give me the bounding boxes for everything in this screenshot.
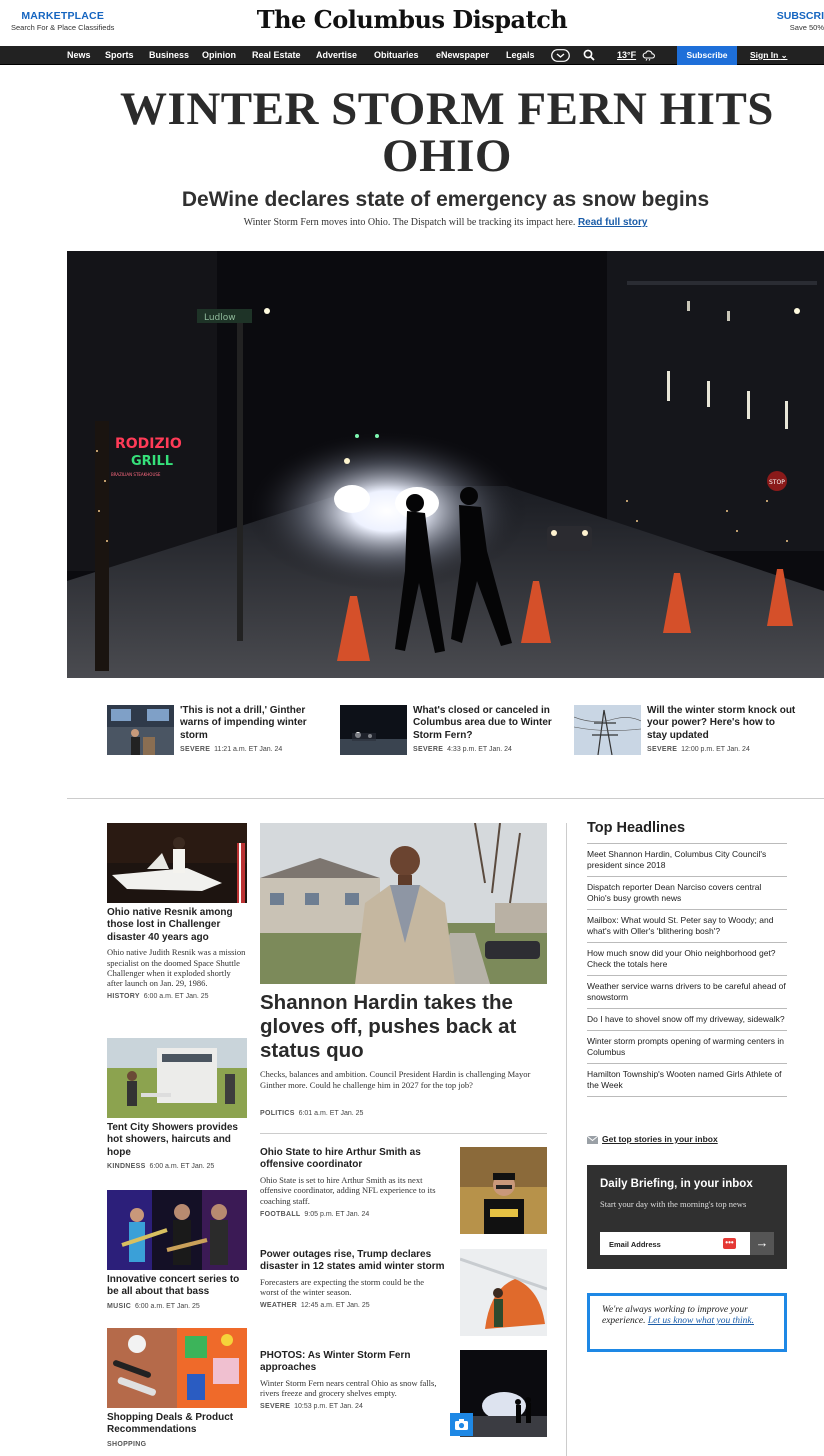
lead-story-time: 6:01 a.m. ET Jan. 25 — [298, 1110, 364, 1117]
left-story-1[interactable] — [107, 823, 247, 1000]
left-story-image-4 — [107, 1328, 247, 1408]
feedback-box — [587, 1293, 787, 1352]
nav-item-business[interactable]: Business — [149, 50, 190, 60]
nav-item-sports[interactable]: Sports — [105, 50, 134, 60]
left-story-meta-4 — [107, 1441, 247, 1448]
lead-story-tag: POLITICS — [260, 1110, 295, 1117]
top-headline-item[interactable]: Weather service warns drivers to be careful ahead of snowstorm — [587, 975, 787, 1008]
subscribe-promo-link[interactable] — [777, 10, 824, 32]
related-title-2[interactable]: What's closed or canceled in Columbus area due to Winter Storm Fern? — [413, 705, 552, 741]
center-story-summary-2: Forecasters are expecting the storm could be the worst of the winter season. — [260, 1276, 425, 1298]
lead-story-meta — [260, 1110, 363, 1117]
hero-headline[interactable]: WINTER STORM FERN HITS OHIO — [120, 83, 774, 182]
photo-sign-steakhouse: BRAZILIAN STEAKHOUSE — [111, 472, 161, 477]
center-story-title-2[interactable]: Power outages rise, Trump declares disaster in 12 states amid winter storm — [260, 1249, 445, 1273]
left-story-image-2 — [107, 1038, 247, 1118]
lead-story-summary: Checks, balances and ambition. Council President Hardin is challenging Mayor Ginther more. Could he challenge him in 2027 for the top job? — [260, 1069, 531, 1090]
section-divider — [67, 798, 824, 799]
newsletter-submit-button[interactable]: → — [750, 1232, 774, 1255]
left-story-tag-2: KINDNESS — [107, 1163, 146, 1171]
related-meta-3 — [647, 746, 797, 753]
subscribe-button[interactable]: Subscribe — [677, 46, 737, 65]
center-story-tag-1: FOOTBALL — [260, 1210, 301, 1218]
top-headline-item[interactable]: Meet Shannon Hardin, Columbus City Council's president since 2018 — [587, 843, 787, 876]
center-story-time-3: 10:53 p.m. ET Jan. 24 — [294, 1403, 363, 1410]
nav-item-obituaries[interactable]: Obituaries — [374, 50, 419, 60]
center-story-time-1: 9:05 p.m. ET Jan. 24 — [304, 1210, 370, 1218]
related-tag-3: SEVERE — [647, 746, 678, 754]
related-title-1[interactable]: 'This is not a drill,' Ginther warns of impending winter storm — [180, 705, 307, 741]
hero-photo[interactable] — [67, 251, 824, 678]
center-story-meta-1 — [260, 1211, 445, 1218]
center-story-summary-1: Ohio State is set to hire Arthur Smith as its next offensive coordinator, adding NFL experience to its coaching staff. — [260, 1174, 436, 1206]
center-divider — [260, 1133, 547, 1134]
left-story-time-2: 6:00 a.m. ET Jan. 25 — [149, 1163, 215, 1171]
top-headline-item[interactable]: Do I have to shovel snow off my driveway, sidewalk? — [587, 1008, 787, 1030]
inbox-link-label: Get top stories in your inbox — [602, 1134, 718, 1144]
left-story-title-4[interactable]: Shopping Deals & Product Recommendations — [107, 1412, 234, 1436]
related-thumb-3 — [574, 705, 641, 755]
left-story-4[interactable] — [107, 1328, 247, 1448]
center-story-time-2: 12:45 a.m. ET Jan. 25 — [300, 1302, 370, 1309]
center-story-tag-3: SEVERE — [260, 1403, 291, 1410]
cloud-icon — [642, 49, 656, 61]
photo-sign-rodizio: RODIZIO — [115, 436, 182, 452]
nav-item-legals[interactable]: Legals — [506, 50, 535, 60]
top-headline-item[interactable]: How much snow did your Ohio neighborhood get? Check the totals here — [587, 942, 787, 975]
left-story-title-2[interactable]: Tent City Showers provides hot showers, haircuts and hope — [107, 1122, 238, 1158]
weather-temp[interactable]: 13°F — [617, 50, 637, 60]
related-meta-1 — [180, 746, 330, 753]
related-thumb-1 — [107, 705, 174, 755]
top-headline-item[interactable]: Mailbox: What would St. Peter say to Woody; and what's with Oller's 'blithering bosh'? — [587, 909, 787, 942]
photo-sign-grill: GRILL — [131, 454, 174, 469]
newsletter-title: Daily Briefing, in your inbox — [600, 1178, 753, 1190]
center-story-title-1[interactable]: Ohio State to hire Arthur Smith as offensive coordinator — [260, 1147, 421, 1171]
left-story-title-3[interactable]: Innovative concert series to be all about that bass — [107, 1274, 240, 1298]
top-bar — [0, 0, 824, 46]
nav-item-news[interactable]: News — [67, 50, 91, 60]
center-story-image-3 — [460, 1350, 547, 1437]
subscribe-promo-title: SUBSCRI — [776, 10, 824, 22]
left-story-tag-4: SHOPPING — [107, 1440, 147, 1448]
read-full-story-link[interactable]: Read full story — [577, 217, 648, 228]
related-time-1: 11:21 a.m. ET Jan. 24 — [214, 746, 283, 754]
related-meta-2 — [413, 746, 563, 753]
center-story-meta-3 — [260, 1403, 445, 1410]
related-thumb-2 — [340, 705, 407, 755]
lead-story-title[interactable]: Shannon Hardin takes the gloves off, pushes back at status quo — [260, 991, 517, 1062]
marketplace-title: MARKETPLACE — [21, 10, 105, 22]
marketplace-subtitle: Search For & Place Classifieds — [11, 23, 115, 32]
nav-item-opinion[interactable]: Opinion — [202, 50, 236, 60]
feedback-link[interactable]: Let us know what you think. — [647, 1316, 754, 1326]
email-placeholder: Email Address — [609, 1240, 661, 1249]
hero-blurb-text: Winter Storm Fern moves into Ohio. The Dispatch will be tracking its impact here. — [243, 217, 576, 228]
left-story-meta-1 — [107, 993, 247, 1000]
left-story-summary-1: Ohio native Judith Resnik was a mission specialist on the doomed Space Shuttle Challenger when it exploded shortly after launch on Jan. 29, 1986. — [107, 947, 246, 989]
newsletter-subtitle: Start your day with the morning's top news — [600, 1199, 747, 1209]
hero-dek[interactable]: DeWine declares state of emergency as snow begins — [181, 188, 710, 211]
left-story-tag-1: HISTORY — [107, 992, 140, 1000]
sign-in-label: Sign In — [750, 50, 779, 60]
center-story-summary-3: Winter Storm Fern nears central Ohio as snow falls, rivers freeze and grocery shelves empty. — [260, 1377, 437, 1399]
main-nav — [0, 46, 824, 65]
top-headlines-title: Top Headlines — [587, 820, 686, 836]
center-story-image-1 — [460, 1147, 547, 1234]
email-field[interactable] — [600, 1232, 750, 1255]
nav-item-real-estate[interactable]: Real Estate — [252, 50, 301, 60]
newsletter-signup — [587, 1165, 787, 1269]
lead-story-image[interactable] — [260, 823, 547, 984]
password-manager-icon[interactable]: ••• — [723, 1238, 736, 1249]
center-story-meta-2 — [260, 1302, 445, 1309]
center-story-tag-2: WEATHER — [260, 1302, 297, 1309]
left-story-title-1[interactable]: Ohio native Resnik among those lost in Challenger disaster 40 years ago — [107, 907, 233, 943]
photo-gallery-camera-icon[interactable] — [450, 1413, 473, 1436]
left-story-3[interactable] — [107, 1190, 247, 1310]
chevron-down-icon: ⌄ — [780, 51, 788, 60]
top-headline-item[interactable]: Dispatch reporter Dean Narciso covers central Ohio's busy growth news — [587, 876, 787, 909]
top-headline-item[interactable]: Winter storm prompts opening of warming centers in Columbus — [587, 1030, 787, 1063]
sign-in-link[interactable] — [750, 50, 787, 60]
center-story-title-3[interactable]: PHOTOS: As Winter Storm Fern approaches — [260, 1350, 411, 1374]
left-story-tag-3: MUSIC — [107, 1302, 132, 1310]
left-story-time-1: 6:00 a.m. ET Jan. 25 — [143, 992, 209, 1000]
site-logo[interactable]: The Columbus Dispatch — [256, 5, 568, 34]
top-headline-item[interactable]: Hamilton Township's Wooten named Girls Athlete of the Week — [587, 1063, 787, 1097]
nav-item-advertise[interactable]: Advertise — [316, 50, 358, 60]
center-story-image-2 — [460, 1249, 547, 1336]
left-story-meta-2 — [107, 1163, 247, 1170]
left-story-image-3 — [107, 1190, 247, 1270]
envelope-icon — [587, 1136, 598, 1144]
photo-sign-stop: STOP — [769, 479, 785, 486]
search-icon[interactable] — [583, 49, 595, 61]
inbox-link[interactable] — [587, 1134, 718, 1144]
left-story-image-1 — [107, 823, 247, 903]
photo-sign-ludlow: Ludlow — [204, 313, 236, 323]
left-story-meta-3 — [107, 1303, 247, 1310]
subscribe-promo-sub: Save 50% — [789, 23, 824, 32]
left-story-2[interactable] — [107, 1038, 247, 1170]
hero-blurb — [67, 217, 824, 228]
column-divider — [566, 823, 567, 1456]
related-time-3: 12:00 p.m. ET Jan. 24 — [681, 746, 750, 754]
related-time-2: 4:33 p.m. ET Jan. 24 — [447, 746, 512, 754]
nav-item-enewspaper[interactable]: eNewspaper — [436, 50, 490, 60]
top-headlines-list — [587, 843, 787, 1097]
related-tag-2: SEVERE — [413, 746, 444, 754]
related-tag-1: SEVERE — [180, 746, 211, 754]
related-title-3[interactable]: Will the winter storm knock out your power? Here's how to stay updated — [647, 705, 796, 741]
feedback-text: We're always working to improve your experience. — [602, 1305, 748, 1326]
left-story-time-3: 6:00 a.m. ET Jan. 25 — [134, 1302, 200, 1310]
more-chevron-icon[interactable] — [551, 49, 570, 62]
